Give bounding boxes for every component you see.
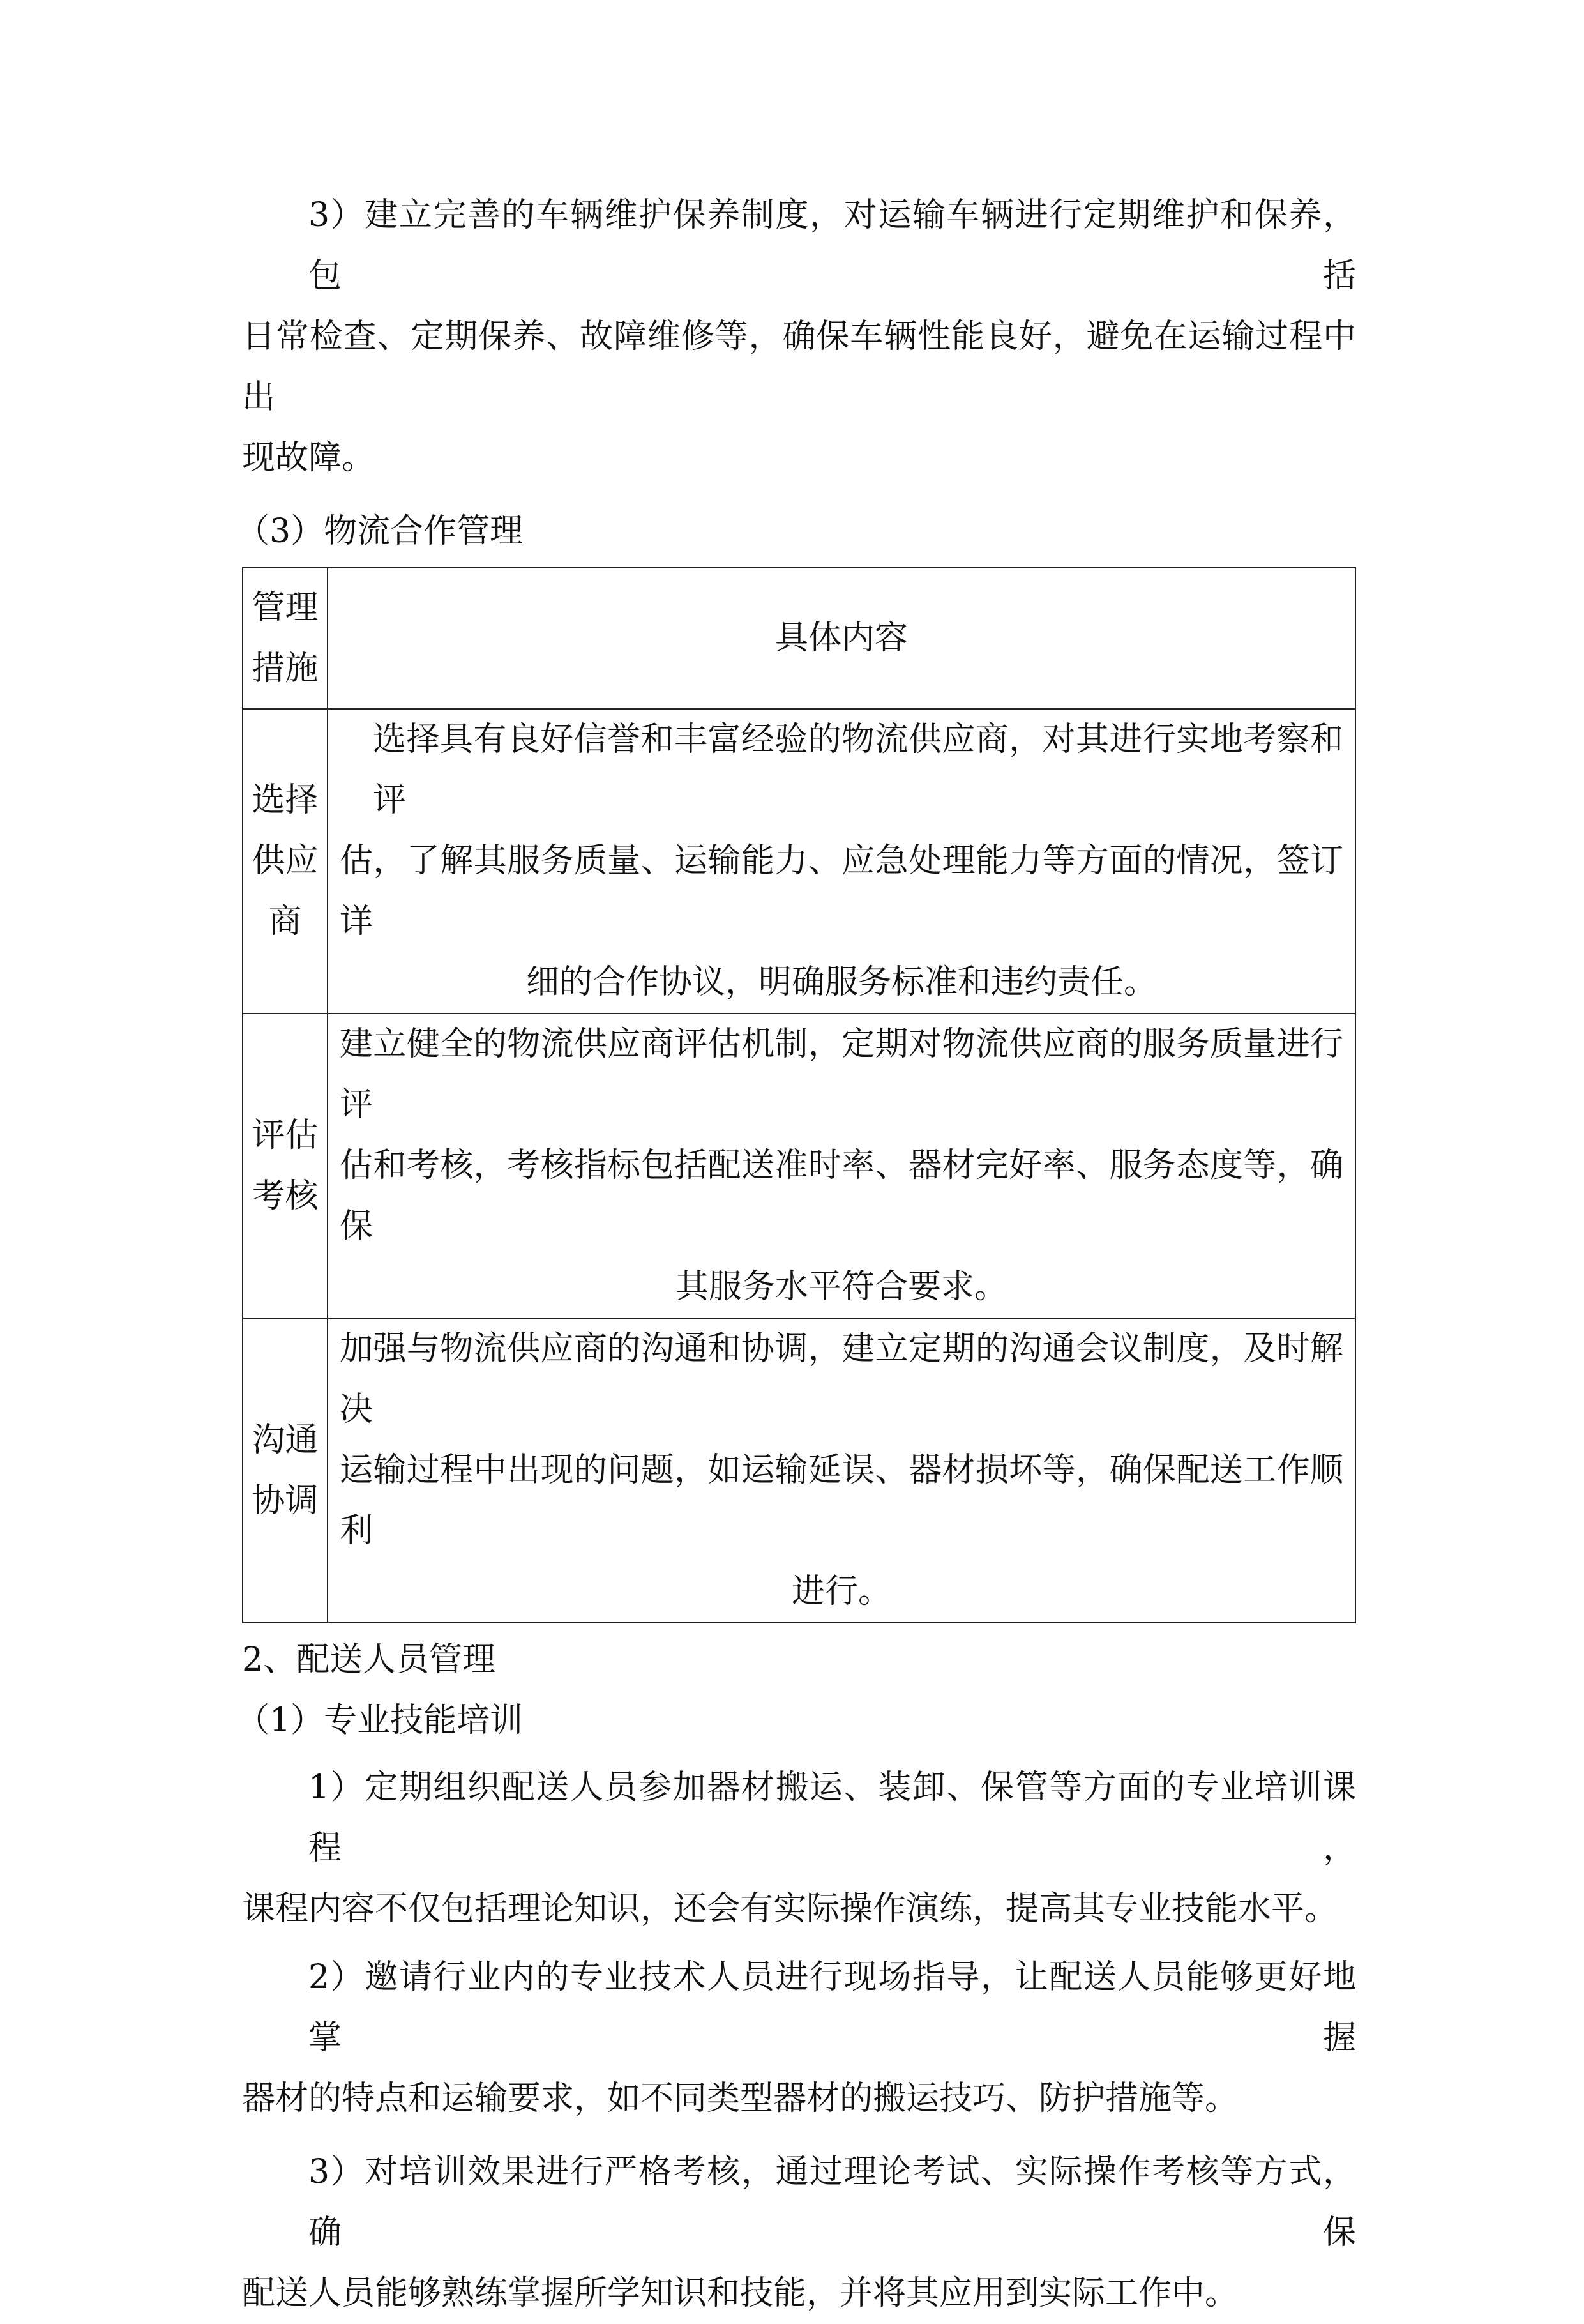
- cell-line: 选择具有良好信誉和丰富经验的物流供应商，对其进行实地考察和评: [373, 720, 1343, 819]
- cell-line: 估和考核，考核指标包括配送准时率、器材完好率、服务态度等，确保: [340, 1146, 1343, 1245]
- cell-line: 协调: [252, 1481, 319, 1520]
- text-line: 日常检查、定期保养、故障维修等，确保车辆性能良好，避免在运输过程中出: [242, 317, 1356, 416]
- table-header-row: [243, 568, 1355, 709]
- section-heading-staff-management: 2、配送人员管理: [242, 1641, 496, 1679]
- paragraph-training-3: [242, 2142, 1356, 2324]
- cell-line: 商: [268, 902, 302, 941]
- text-line: 器材的特点和运输要求，如不同类型器材的搬运技巧、防护措施等。: [242, 2079, 1239, 2118]
- text-line: 2）邀请行业内的专业技术人员进行现场指导，让配送人员能够更好地掌握: [308, 1958, 1356, 2057]
- cell-line: 加强与物流供应商的沟通和协调，建立定期的沟通会议制度，及时解决: [340, 1330, 1343, 1429]
- cell-line: 运输过程中出现的问题，如运输延误、器材损坏等，确保配送工作顺利: [340, 1451, 1343, 1550]
- cell-content: [328, 1318, 1355, 1623]
- table-row: [243, 1014, 1355, 1318]
- header-content: 具体内容: [328, 568, 1355, 709]
- cell-measure: [243, 1318, 328, 1623]
- cell-line: 评估: [252, 1116, 319, 1155]
- logistics-cooperation-table: [242, 567, 1356, 1623]
- cell-measure: [243, 1014, 328, 1318]
- paragraph-training-2: [242, 1947, 1356, 2129]
- cell-line: 措施: [252, 649, 319, 688]
- cell-measure: [243, 709, 328, 1014]
- cell-line: 沟通: [252, 1420, 319, 1459]
- text-line: 现故障。: [242, 439, 375, 477]
- cell-line: 建立健全的物流供应商评估机制，定期对物流供应商的服务质量进行评: [340, 1025, 1343, 1124]
- cell-line: 进行。: [791, 1572, 891, 1611]
- cell-line: 管理: [252, 588, 319, 627]
- cell-line: 其服务水平符合要求。: [675, 1268, 1007, 1306]
- paragraph-training-1: [242, 1758, 1356, 1940]
- heading-logistics-cooperation: （3）物流合作管理: [236, 512, 524, 551]
- table-row: [243, 709, 1355, 1014]
- text-line: 1）定期组织配送人员参加器材搬运、装卸、保管等方面的专业培训课程，: [308, 1768, 1356, 1867]
- header-measure: [243, 568, 328, 709]
- cell-line: 考核: [252, 1176, 319, 1215]
- text-line: 配送人员能够熟练掌握所学知识和技能，并将其应用到实际工作中。: [242, 2274, 1239, 2313]
- text-line: 课程内容不仅包括理论知识，还会有实际操作演练，提高其专业技能水平。: [242, 1890, 1338, 1928]
- cell-content: [328, 1014, 1355, 1318]
- heading-skill-training: （1）专业技能培训: [236, 1701, 524, 1740]
- cell-line: 供应: [252, 842, 319, 880]
- cell-line: 选择: [252, 781, 319, 819]
- text-line: 3）对培训效果进行严格考核，通过理论考试、实际操作考核等方式，确保: [308, 2153, 1356, 2252]
- cell-line: 细的合作协议，明确服务标准和违约责任。: [525, 963, 1157, 1001]
- text-line: 3）建立完善的车辆维护保养制度，对运输车辆进行定期维护和保养，包括: [308, 196, 1356, 295]
- cell-line: 估，了解其服务质量、运输能力、应急处理能力等方面的情况，签订详: [340, 842, 1343, 941]
- paragraph-vehicle-maintenance: [242, 185, 1356, 489]
- cell-content: [328, 709, 1355, 1014]
- table-row: [243, 1318, 1355, 1623]
